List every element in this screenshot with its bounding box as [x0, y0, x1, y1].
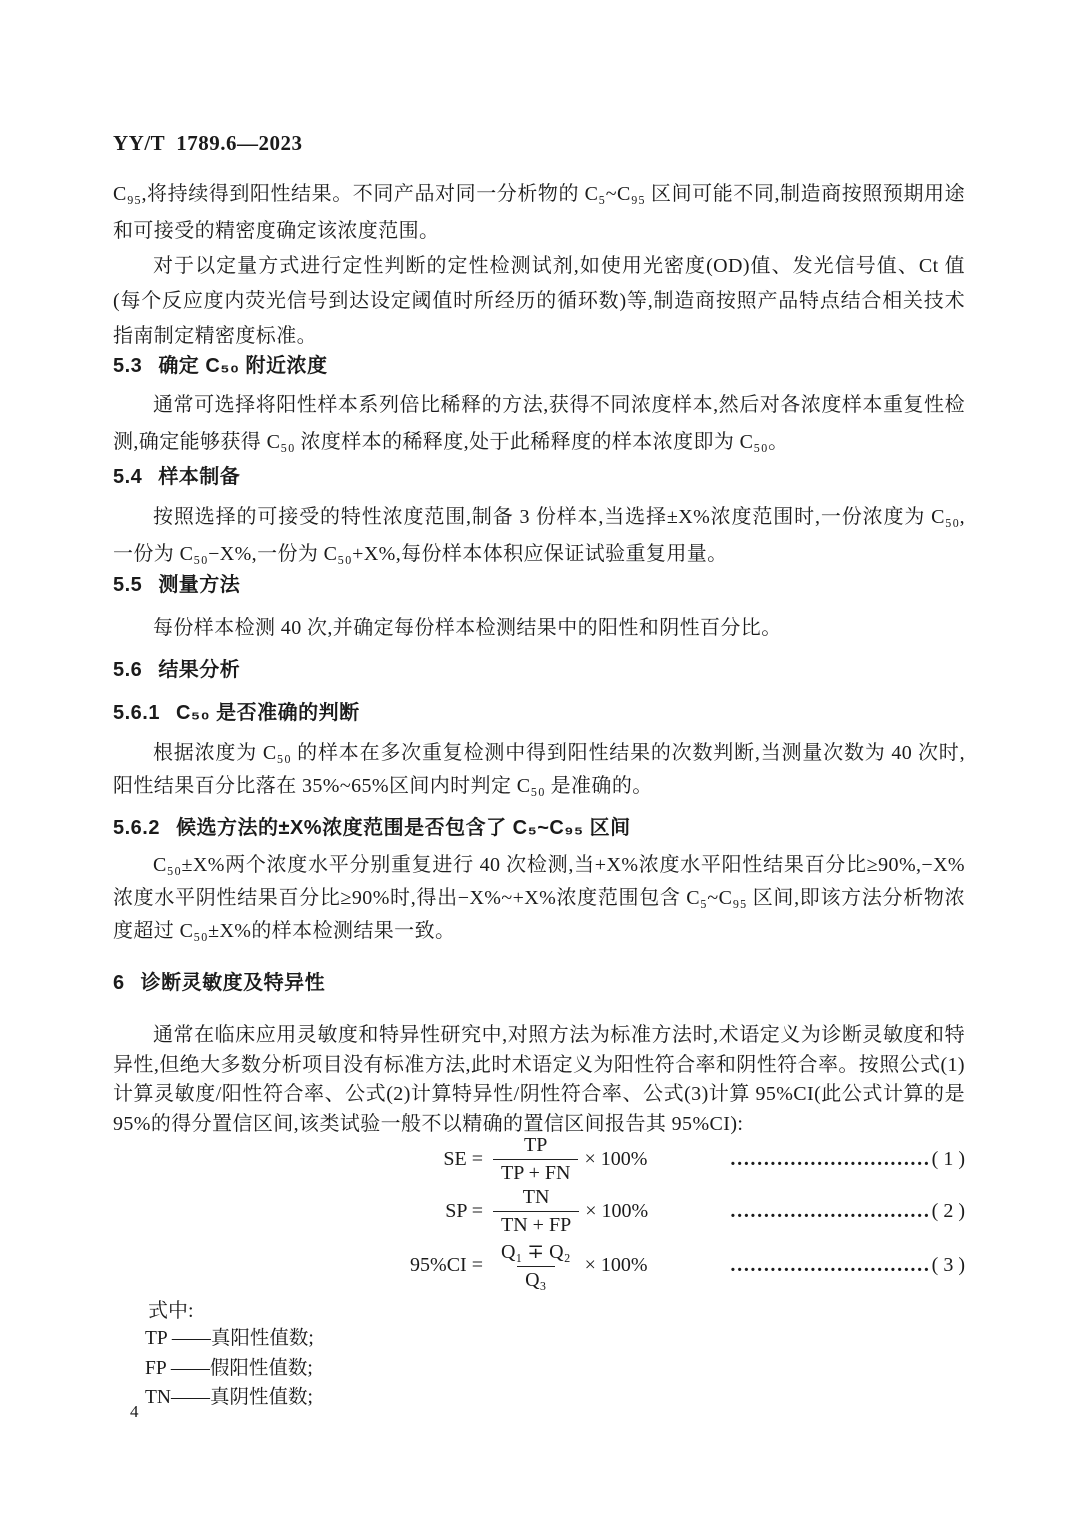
where-item-fp: FP ——假阳性值数;	[145, 1357, 313, 1379]
fraction-numerator: TP	[524, 1133, 548, 1156]
where-label: 式中:	[148, 1300, 194, 1322]
page-number: 4	[130, 1402, 139, 1421]
formula-leader	[730, 1254, 965, 1277]
section-title: 测量方法	[158, 574, 241, 596]
section-title: 候选方法的±X%浓度范围是否包含了 C₅~C₉₅ 区间	[175, 817, 631, 839]
section-5-4-paragraph: 按照选择的可接受的特性浓度范围,制备 3 份样本,当选择±X%浓度范围时,一份浓度为 C₅₀,一份为 C₅₀−X%,一份为 C₅₀+X%,每份样本体积应保证试验重复用量。	[113, 506, 965, 565]
section-heading-5-3	[113, 349, 965, 378]
formula-leader	[730, 1200, 965, 1223]
formula-number: ( 2 )	[931, 1199, 965, 1222]
section-number: 6	[113, 972, 125, 994]
section-heading-5-6-2	[113, 811, 965, 840]
formula-leader	[730, 1148, 965, 1171]
leader-dots: …………………………	[729, 1253, 930, 1276]
section-heading-5-5	[113, 568, 965, 597]
fraction-numerator: TN	[522, 1185, 550, 1208]
formula-lhs: SE =	[443, 1147, 483, 1170]
fraction	[493, 1239, 579, 1292]
formula-lhs: 95%CI =	[410, 1253, 483, 1276]
formula-number: ( 3 )	[931, 1253, 965, 1276]
section-5-6-1-paragraph: 根据浓度为 C₅₀ 的样本在多次重复检测中得到阳性结果的次数判断,当测量次数为 40 次时,阳性结果百分比落在 35%~65%区间内时判定 C₅₀ 是准确的。	[113, 742, 965, 797]
section-5-3-paragraph: 通常可选择将阳性样本系列倍比稀释的方法,获得不同浓度样本,然后对各浓度样本重复性检测,确定能够获得 C₅₀ 浓度样本的稀释度,处于此稀释度的样本浓度即为 C₅₀。	[113, 394, 965, 453]
formula-number: ( 1 )	[931, 1147, 965, 1170]
section-number: 5.6	[113, 659, 143, 681]
formula-se	[113, 1132, 965, 1186]
fraction	[493, 1186, 579, 1237]
formula-95ci	[113, 1236, 965, 1294]
fraction-numerator: Q₁ ∓ Q₂	[501, 1240, 571, 1263]
section-number: 5.4	[113, 466, 143, 488]
fraction	[493, 1134, 578, 1185]
fraction-denominator: TN + FP	[493, 1211, 579, 1237]
section-6-paragraph: 通常在临床应用灵敏度和特异性研究中,对照方法为标准方法时,术语定义为诊断灵敏度和特异性,但绝大多数分析项目没有标准方法,此时术语定义为阳性符合率和阴性符合率。按照公式(1)计算灵敏度/阳性符合率、公式(2)计算特异性/阴性符合率、公式(3)计算 95%CI(此公式计算的是 95%的得分置信区间,该类试验一般不以精确的置信区间报告其 95%CI):	[113, 1024, 965, 1135]
section-heading-5-6-1	[113, 696, 965, 725]
section-number: 5.3	[113, 355, 143, 377]
section-5-5-paragraph: 每份样本检测 40 次,并确定每份样本检测结果中的阳性和阴性百分比。	[153, 617, 782, 639]
intro-paragraph-continued: C₉₅,将持续得到阳性结果。不同产品对同一分析物的 C₅~C₉₅ 区间可能不同,制造商按照预期用途和可接受的精密度确定该浓度范围。	[113, 183, 965, 242]
section-5-6-2-paragraph: C₅₀±X%两个浓度水平分别重复进行 40 次检测,当+X%浓度水平阳性结果百分比≥90%,−X%浓度水平阴性结果百分比≥90%时,得出−X%~+X%浓度范围包含 C₅~C₉₅ 区间,即该方法分析物浓度超过 C₅₀±X%的样本检测结果一致。	[113, 854, 965, 942]
formula-multiplier: × 100%	[585, 1199, 649, 1222]
section-title: 诊断灵敏度及特异性	[140, 972, 326, 994]
section-title: 样本制备	[158, 466, 241, 488]
section-title: C₅₀ 是否准确的判断	[175, 702, 360, 724]
equation	[351, 1134, 647, 1185]
fraction-denominator: TP + FN	[493, 1159, 578, 1185]
section-heading-6	[113, 966, 965, 995]
section-number: 5.5	[113, 574, 143, 596]
where-item-tn: TN——真阴性值数;	[145, 1387, 313, 1408]
section-number: 5.6.1	[113, 702, 160, 724]
section-title: 确定 C₅₀ 附近浓度	[158, 355, 328, 377]
where-list	[145, 1324, 645, 1413]
formula-sp	[113, 1184, 965, 1238]
leader-dots: …………………………	[729, 1147, 930, 1170]
section-heading-5-6	[113, 653, 965, 682]
section-number: 5.6.2	[113, 817, 160, 839]
equation	[351, 1239, 648, 1292]
formula-multiplier: × 100%	[584, 1147, 648, 1170]
section-title: 结果分析	[158, 659, 241, 681]
doc-number: YY/T 1789.6—2023	[113, 131, 303, 155]
fraction-denominator: Q₃	[517, 1266, 554, 1292]
equation	[351, 1186, 648, 1237]
formula-lhs: SP =	[445, 1199, 483, 1222]
formula-multiplier: × 100%	[584, 1253, 648, 1276]
leader-dots: …………………………	[729, 1199, 930, 1222]
intro-paragraph-2: 对于以定量方式进行定性判断的定性检测试剂,如使用光密度(OD)值、发光信号值、Ct 值(每个反应度内荧光信号到达设定阈值时所经历的循环数)等,制造商按照产品特点结合相关技术指南制定精密度标准。	[113, 255, 965, 347]
section-heading-5-4	[113, 460, 965, 489]
where-item-tp: TP ——真阳性值数;	[145, 1328, 314, 1349]
